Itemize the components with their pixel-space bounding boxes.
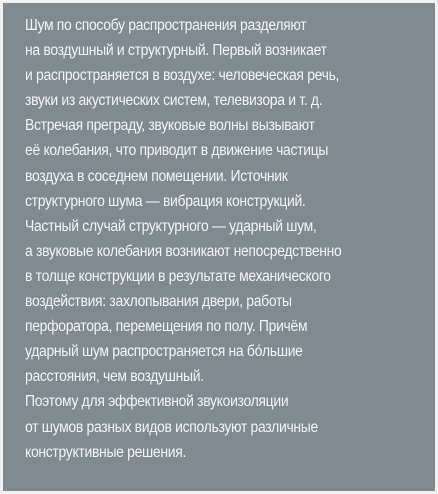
text-line: Шум по способу распространения разделяют (25, 17, 307, 34)
text-line: на воздушный и структурный. Первый возникает (25, 42, 327, 60)
text-line: Поэтому для эффективной звукоизоляции (25, 393, 289, 411)
text-line: конструктивные решения. (25, 443, 187, 461)
text-line: Частный случай структурного — ударный шум, (25, 217, 317, 235)
text-line: расстояния, чем воздушный. (25, 368, 204, 386)
text-line: и распространяется в воздухе: человеческая речь, (25, 67, 340, 85)
text-line: а звуковые колебания возникают непосредственно (25, 242, 342, 260)
text-line: воздействия: захлопывания двери, работы (25, 293, 292, 311)
text-line: Встречая преграду, звуковые волны вызывают (25, 117, 315, 135)
text-line: от шумов разных видов используют различные (25, 418, 318, 436)
paragraph (25, 13, 430, 465)
text-line: в толще конструкции в результате механического (25, 267, 331, 285)
text-line: звуки из акустических систем, телевизора и т. д. (25, 92, 323, 110)
text-line: ударный шум распространяется на бóльшие (25, 343, 303, 361)
text-line: структурного шума — вибрация конструкций. (25, 192, 306, 210)
text-line: перфоратора, перемещения по полу. Причём (25, 318, 308, 336)
text-line: её колебания, что приводит в движение частицы (25, 142, 329, 160)
text-line: воздуха в соседнем помещении. Источник (25, 167, 288, 185)
